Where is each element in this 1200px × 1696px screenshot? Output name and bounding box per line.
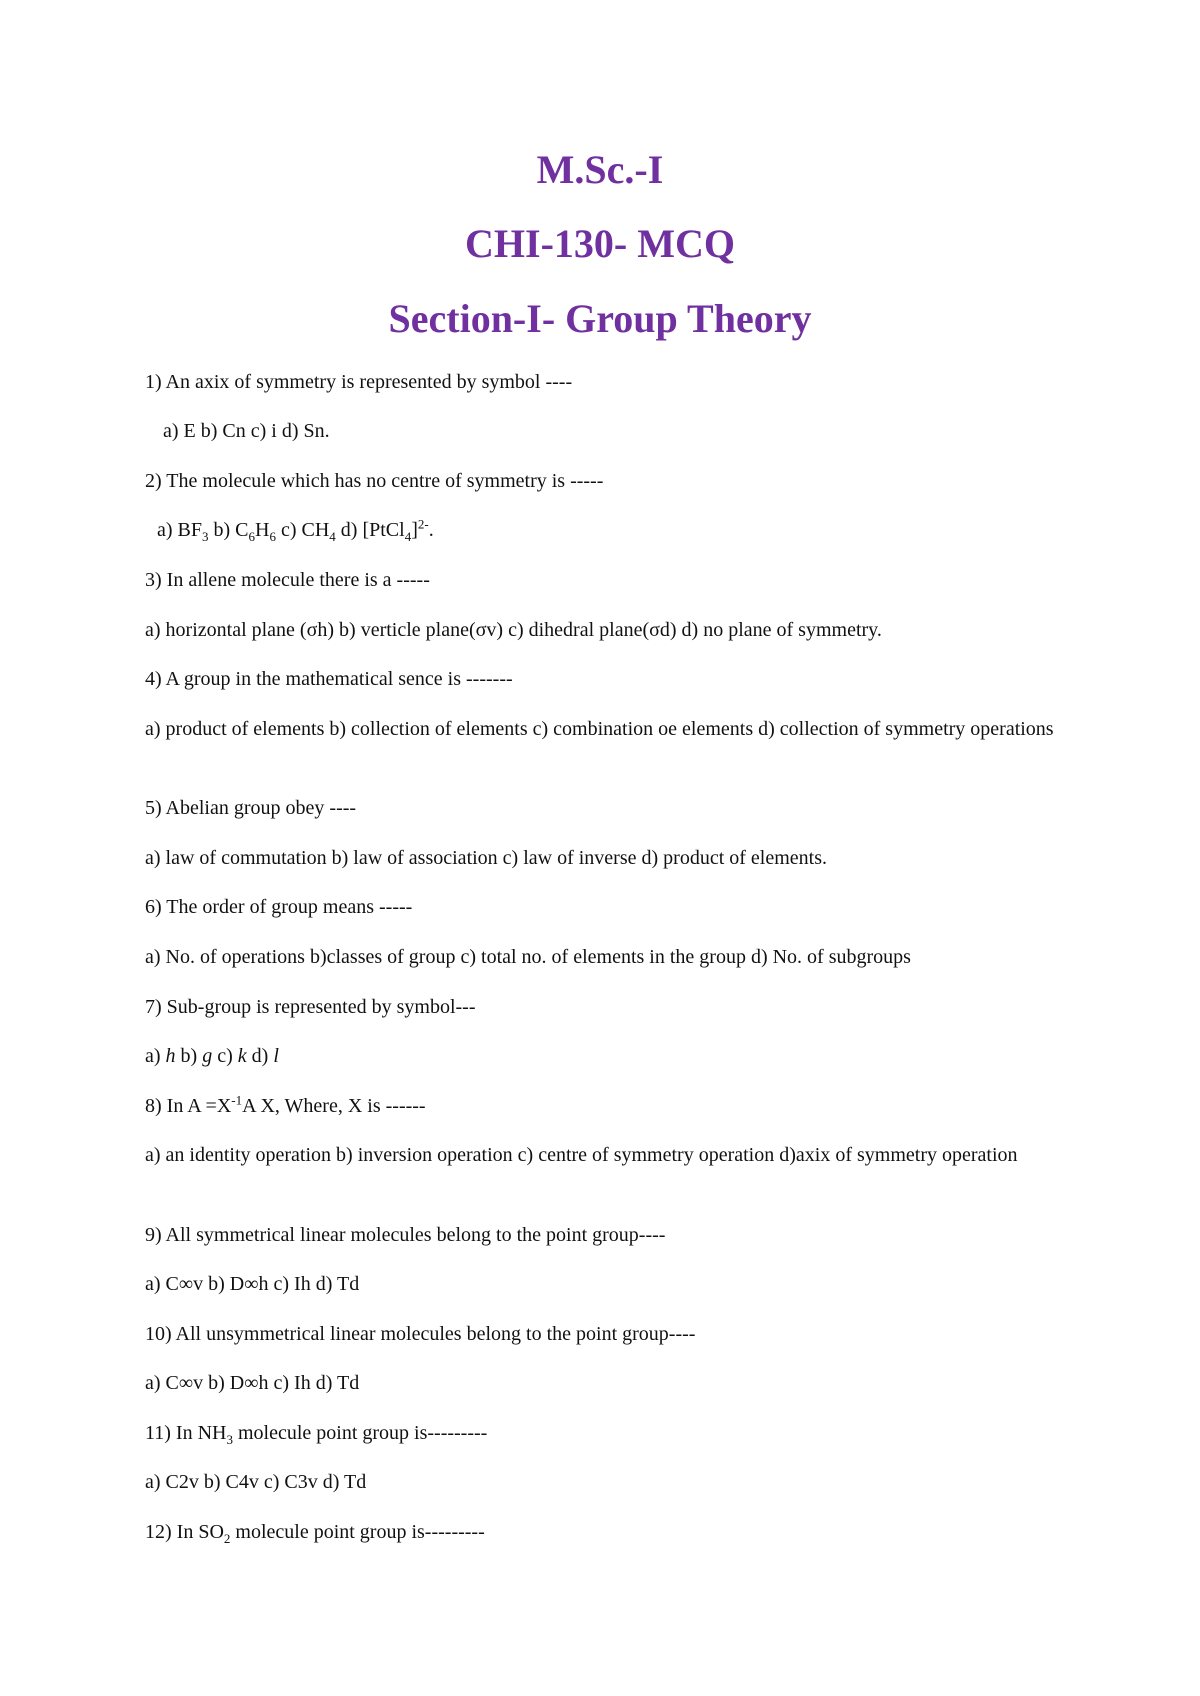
question-12: 12) In $SO_2$ molecule point group is---------: [145, 1521, 485, 1546]
question-8: 8) In $A =X^{-1}A$ X, Where, X is ------: [145, 1092, 426, 1117]
question-6: 6) The order of group means -----: [145, 896, 413, 918]
options-7: a) h b) g c) k d) l: [145, 1045, 279, 1067]
question-7: 7) Sub-group is represented by symbol---: [145, 996, 476, 1018]
section-title: Section-I- Group Theory: [388, 296, 812, 341]
paper-code-title: CHI-130- MCQ: [465, 221, 735, 266]
options-9: a) C∞v b) D∞h c) Ih d) Td: [145, 1273, 360, 1295]
options-8: a) an identity operation b) inversion operation c) centre of symmetry operation d)axix of symmetry operation: [145, 1144, 1018, 1166]
question-3: 3) In allene molecule there is a -----: [145, 569, 430, 591]
options-3: a) horizontal plane (σh) b) verticle plane(σv) c) dihedral plane(σd) d) no plane of symmetry.: [145, 619, 882, 641]
options-4: a) product of elements b) collection of elements c) combination oe elements d) collection of symmetry operations: [145, 718, 1054, 740]
options-11: a) C2v b) C4v c) C3v d) Td: [145, 1471, 367, 1493]
question-2: 2) The molecule which has no centre of symmetry is -----: [145, 470, 604, 492]
options-6: a) No. of operations b)classes of group c) total no. of elements in the group d) No. of subgroups: [145, 946, 911, 968]
question-5: 5) Abelian group obey ----: [145, 797, 357, 819]
options-10: a) C∞v b) D∞h c) Ih d) Td: [145, 1372, 360, 1394]
question-4: 4) A group in the mathematical sence is -------: [145, 668, 513, 690]
options-5: a) law of commutation b) law of association c) law of inverse d) product of elements.: [145, 847, 828, 869]
question-10: 10) All unsymmetrical linear molecules belong to the point group----: [145, 1323, 696, 1345]
course-title: M.Sc.-I: [536, 147, 664, 192]
question-9: 9) All symmetrical linear molecules belong to the point group----: [145, 1224, 666, 1246]
question-1: 1) An axix of symmetry is represented by symbol ----: [145, 371, 573, 393]
question-11: 11) In $NH_3$ molecule point group is---------: [145, 1422, 488, 1447]
options-1: a) E b) Cn c) i d) Sn.: [163, 420, 330, 442]
options-2: a) $BF_3$ b) $C_6H_6$ c) $CH_4$ d) [PtCl$_4$]$^{2-}$.: [157, 516, 434, 544]
